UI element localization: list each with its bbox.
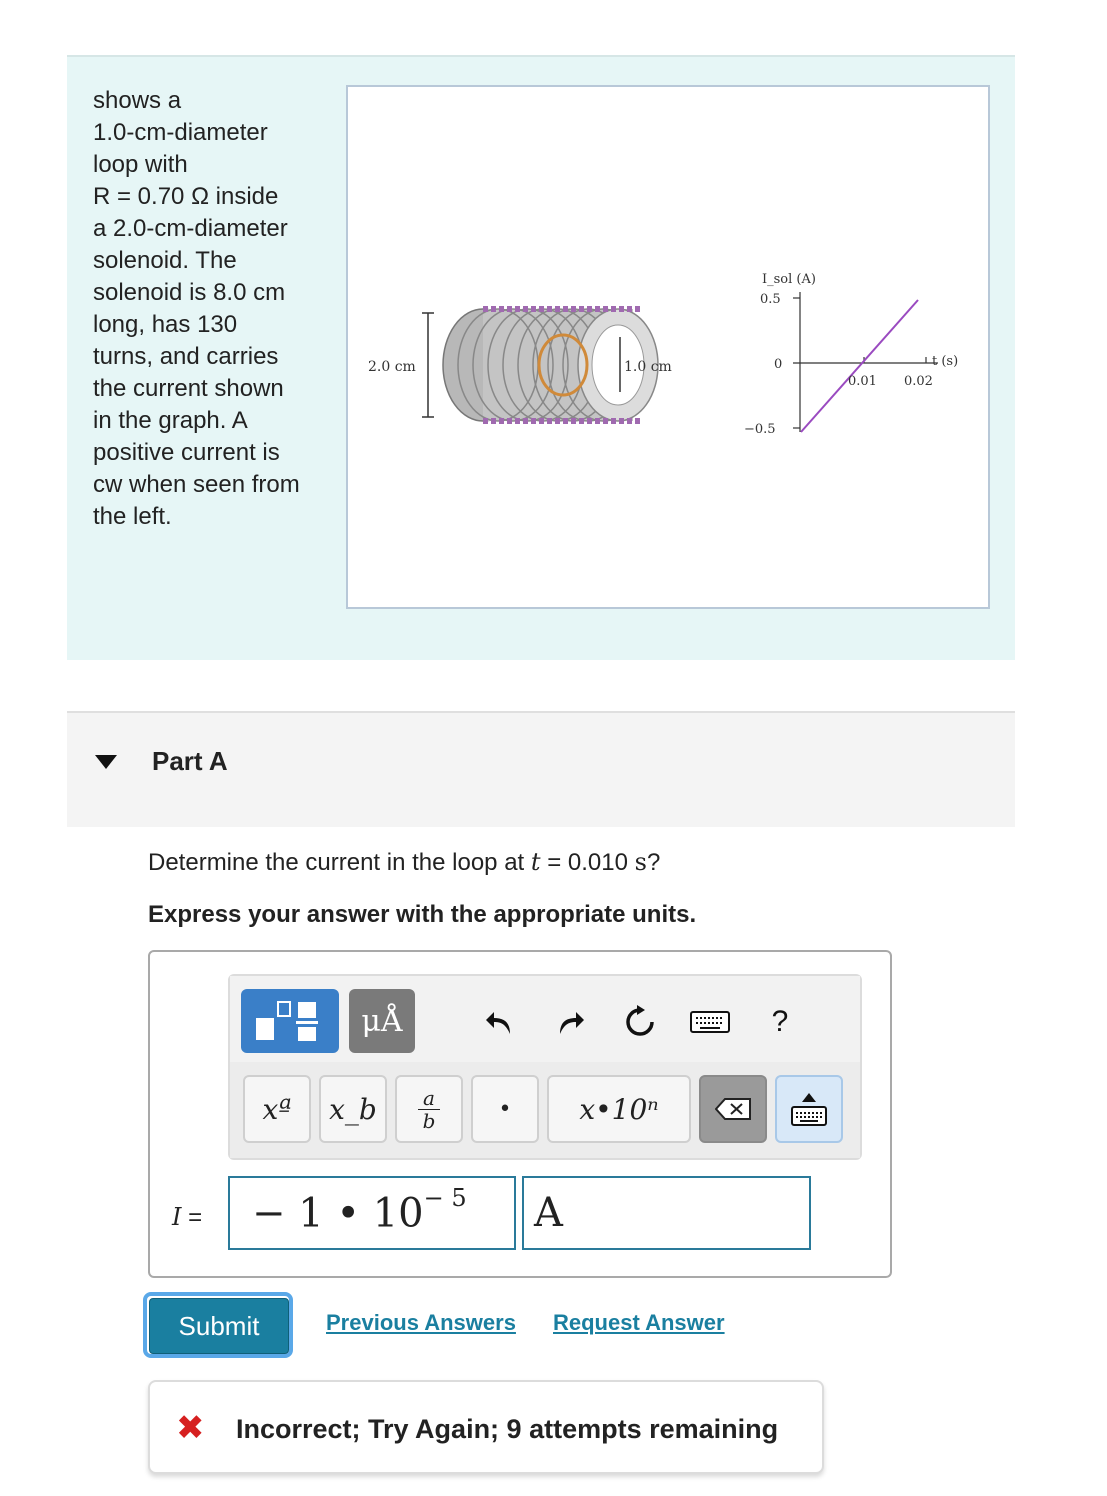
answer-variable-label — [172, 1203, 202, 1232]
xtick-2: 0.02 — [904, 374, 933, 389]
answer-instruction: Express your answer with the appropriate units. — [148, 901, 697, 928]
scientific-notation-key-button[interactable]: x•10ⁿ — [547, 1075, 691, 1143]
power-key-button[interactable]: xª — [243, 1075, 311, 1143]
ytick-bottom: −0.5 — [744, 422, 776, 437]
problem-figure[interactable] — [346, 85, 990, 609]
dot-key-button[interactable]: • — [471, 1075, 539, 1143]
previous-answers-link[interactable]: Previous Answers — [326, 1310, 516, 1335]
redo-button[interactable] — [548, 1000, 592, 1044]
problem-line: 1.0-cm-diameter — [93, 119, 268, 146]
part-title: Part A — [152, 746, 228, 776]
answer-unit-input[interactable]: A — [522, 1176, 811, 1250]
math-toolbar — [228, 974, 862, 1160]
feedback-box — [148, 1380, 824, 1474]
part-a-header[interactable] — [67, 711, 1015, 827]
redo-icon — [554, 1008, 586, 1036]
problem-line: shows a — [93, 87, 182, 114]
graph-ylabel: I_sol (A) — [762, 272, 816, 287]
collapse-caret-icon[interactable] — [95, 755, 117, 769]
problem-line: the current shown — [93, 375, 284, 402]
answer-equals: = — [181, 1204, 203, 1231]
problem-line: the left. — [93, 503, 172, 530]
question-text — [148, 848, 660, 877]
units-button[interactable]: μÅ — [349, 989, 415, 1053]
keyboard-icon — [791, 1106, 827, 1126]
question-var: t — [530, 848, 541, 876]
problem-line: solenoid. The — [93, 247, 237, 274]
backspace-button[interactable] — [699, 1075, 767, 1143]
submit-button[interactable]: Submit — [149, 1298, 289, 1354]
current-graph — [744, 272, 958, 437]
keyboard-icon — [690, 1011, 730, 1033]
feedback-message: Incorrect; Try Again; 9 attempts remaining — [236, 1414, 779, 1444]
reset-button[interactable] — [618, 1000, 662, 1044]
backspace-icon — [715, 1098, 751, 1120]
keyboard-shortcuts-button[interactable] — [682, 1000, 738, 1044]
xtick-1: 0.01 — [848, 374, 877, 389]
problem-line: turns, and carries — [93, 343, 279, 370]
problem-line: loop with — [93, 151, 188, 178]
submit-focus-ring — [143, 1292, 293, 1358]
question-equals: = 0.010 — [540, 849, 635, 876]
triangle-up-icon — [802, 1093, 816, 1102]
fraction-numerator: a — [423, 1085, 435, 1110]
answer-value-input[interactable] — [228, 1176, 516, 1250]
loop-diameter-label: 1.0 cm — [624, 359, 672, 375]
toolbar-top-row — [230, 976, 860, 1062]
problem-line: R = 0.70 Ω inside — [93, 183, 279, 210]
undo-icon — [484, 1008, 516, 1036]
reset-icon — [623, 1005, 657, 1039]
problem-panel — [67, 55, 1015, 660]
templates-icon — [250, 996, 330, 1046]
subscript-key-button[interactable]: x_b — [319, 1075, 387, 1143]
incorrect-x-icon: ✖ — [176, 1409, 205, 1447]
solenoid-figure-svg — [348, 87, 988, 607]
answer-var: I — [172, 1203, 182, 1231]
fraction-key-button[interactable] — [395, 1075, 463, 1143]
fraction-denominator: b — [422, 1108, 436, 1133]
graph-xlabel: t (s) — [932, 354, 959, 369]
answer-value-text: − 1 • 10 — [252, 1190, 424, 1237]
problem-text — [93, 85, 333, 533]
problem-line: solenoid is 8.0 cm — [93, 279, 286, 306]
ytick-top: 0.5 — [760, 292, 781, 307]
ytick-zero: 0 — [774, 357, 783, 372]
answer-exponent-text: − 5 — [423, 1184, 467, 1212]
problem-line: a 2.0-cm-diameter — [93, 215, 288, 242]
question-prefix: Determine the current in the loop at — [148, 849, 525, 876]
problem-line: in the graph. A — [93, 407, 248, 434]
show-keyboard-button[interactable] — [775, 1075, 843, 1143]
problem-line: long, has 130 — [93, 311, 238, 338]
problem-line: positive current is — [93, 439, 280, 466]
problem-line: cw when seen from — [93, 471, 300, 498]
templates-button[interactable] — [241, 989, 339, 1053]
current-line — [801, 300, 918, 432]
question-suffix: ? — [646, 849, 661, 876]
undo-button[interactable] — [478, 1000, 522, 1044]
question-unit: s — [634, 848, 647, 876]
solenoid-diameter-label: 2.0 cm — [368, 359, 416, 375]
help-button[interactable]: ? — [771, 1005, 789, 1038]
request-answer-link[interactable]: Request Answer — [553, 1310, 725, 1335]
